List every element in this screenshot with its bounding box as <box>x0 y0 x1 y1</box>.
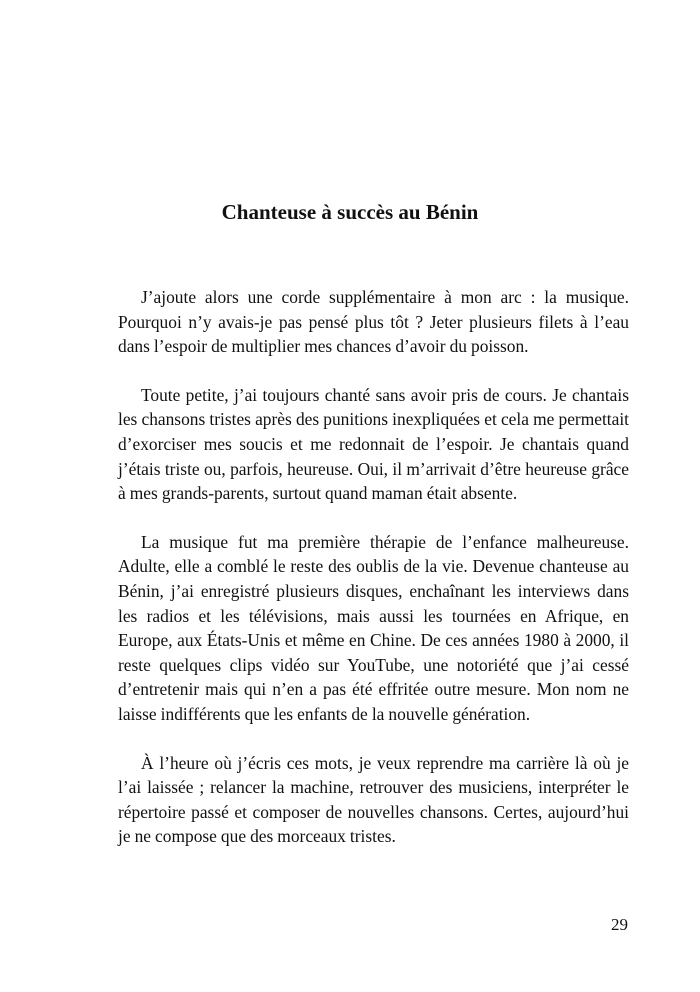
chapter-title: Chanteuse à succès au Bénin <box>221 200 479 224</box>
paragraph-4: À l’heure où j’écris ces mots, je veux reprendre ma carrière là où je l’ai laissée ; relancer la machine, retrouver des musiciens, interpréter le répertoire passé et composer de nouvelles chansons. Certes, aujourd’hui je ne compose que des morceaux tristes. <box>118 752 629 847</box>
paragraph-2: Toute petite, j’ai toujours chanté sans avoir pris de cours. Je chantais les chansons tristes après des punitions inexpliquées et cela me permettait d’exorciser mes soucis et me redonnait de l’espoir. Je chantais quand j’étais triste ou, parfois, heureuse. Oui, il m’arrivait d’être heureuse grâce à mes grands-parents, surtout quand maman était absente. <box>118 384 629 504</box>
paragraph-3: La musique fut ma première thérapie de l’enfance malheureuse. Adulte, elle a comblé le reste des oublis de la vie. Devenue chanteuse au Bénin, j’ai enregistré plusieurs disques, enchaînant les interviews dans les radios et les télévisions, mais aussi les tournées en Afrique, en Europe, aux États-Unis et même en Chine. De ces années 1980 à 2000, il reste quelques clips vidéo sur YouTube, une notoriété que j’ai cessé d’entretenir mais qui n’en a pas été effritée outre mesure. Mon nom ne laisse indifférents que les enfants de la nouvelle génération. <box>118 531 629 724</box>
page-number: 29 <box>611 915 628 934</box>
paragraph-1: J’ajoute alors une corde supplémentaire à mon arc : la musique. Pourquoi n’y avais-je pas pensé plus tôt ? Jeter plusieurs filets à l’eau dans l’espoir de multiplier mes chances d’avoir du poisson. <box>118 287 629 357</box>
body-text <box>118 285 629 849</box>
